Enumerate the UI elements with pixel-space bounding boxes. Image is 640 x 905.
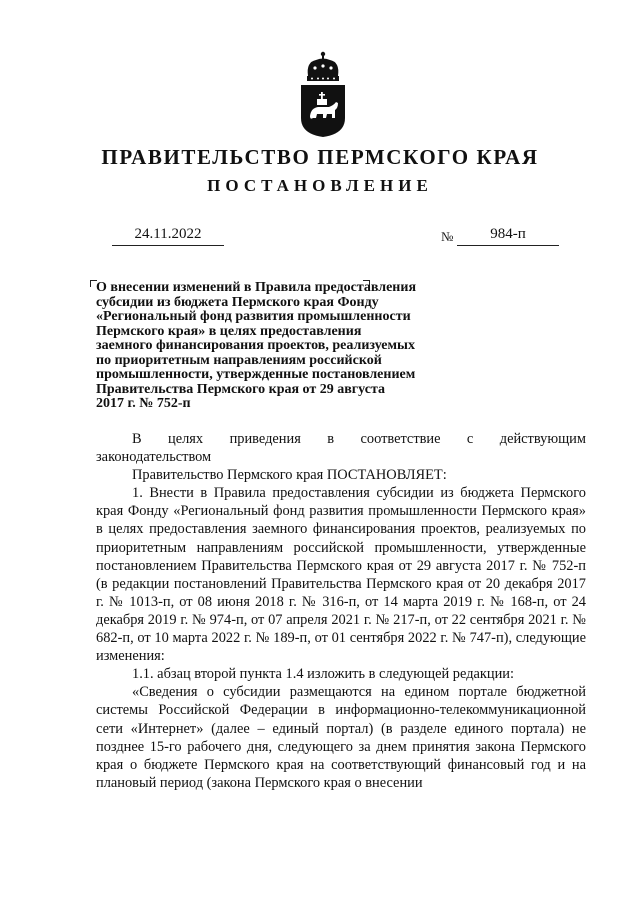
perm-krai-coat-of-arms-icon <box>298 48 348 138</box>
subject-line: О внесении изменений в Правила предоставления <box>96 280 417 295</box>
preamble-line-1: В целях приведения в соответствие с действующим <box>132 431 586 447</box>
clause-1-1: 1.1. абзац второй пункта 1.4 изложить в следующей редакции: <box>132 666 515 683</box>
document-subject <box>96 281 456 412</box>
subject-line: Правительства Пермского края от 29 августа <box>96 381 385 397</box>
number-sign: № <box>441 229 454 244</box>
subject-line: Пермского края» в целях предоставления <box>96 323 362 339</box>
subject-line: промышленности, утвержденные постановлением <box>96 367 416 382</box>
clause-1: 1. Внести в Правила предоставления субсидии из бюджета Пермского края Фонду «Региональный фонд развития промышленности Пермского края» в целях предоставления заемного финансирования проектов, реализуемых по приоритетным направлениям российской промышленности, утвержденные постановлением Правительства Пермского края от 29 августа 2017 г. № 752-п (в редакции постановлений Правительства Пермского края от 20 декабря 2017 г. № 1013-п, от 08 июня 2018 г. № 316-п, от 14 марта 2019 г. № 168-п, от 24 декабря 2019 г. № 974-п, от 07 апреля 2021 г. № 217-п, от 22 сентября 2021 г. № 682-п, от 10 марта 2022 г. № 189-п, от 01 сентября 2022 г. № 747-п), следующие изменения: <box>96 485 586 665</box>
document-type: ПОСТАНОВЛЕНИЕ <box>207 176 433 195</box>
subject-line: субсидии из бюджета Пермского края Фонду <box>96 294 379 310</box>
document-number: 984-п <box>457 226 559 246</box>
preamble-line-2: законодательством <box>96 449 212 466</box>
quoted-amendment-text: «Сведения о субсидии размещаются на едином портале бюджетной системы Российской Федерации в информационно-телекоммуникационной сети «Интернет» (далее – единый портал) (в разделе единого портала) не позднее 15-го рабочего дня, следующего за днем принятия закона Пермского края о бюджете Пермского края на соответствующий финансовый год и на плановый период (закона Пермского края о внесении <box>96 684 586 791</box>
document-body <box>96 430 586 792</box>
resolution-statement: Правительство Пермского края ПОСТАНОВЛЯЕТ: <box>132 467 447 484</box>
subject-line: заемного финансирования проектов, реализуемых <box>96 338 415 353</box>
government-title: ПРАВИТЕЛЬСТВО ПЕРМСКОГО КРАЯ <box>101 145 539 169</box>
document-date: 24.11.2022 <box>112 226 224 246</box>
subject-line: по приоритетным направлениям российской <box>96 352 382 368</box>
subject-line: 2017 г. № 752-п <box>96 396 191 411</box>
subject-line: «Региональный фонд развития промышленности <box>96 309 411 324</box>
